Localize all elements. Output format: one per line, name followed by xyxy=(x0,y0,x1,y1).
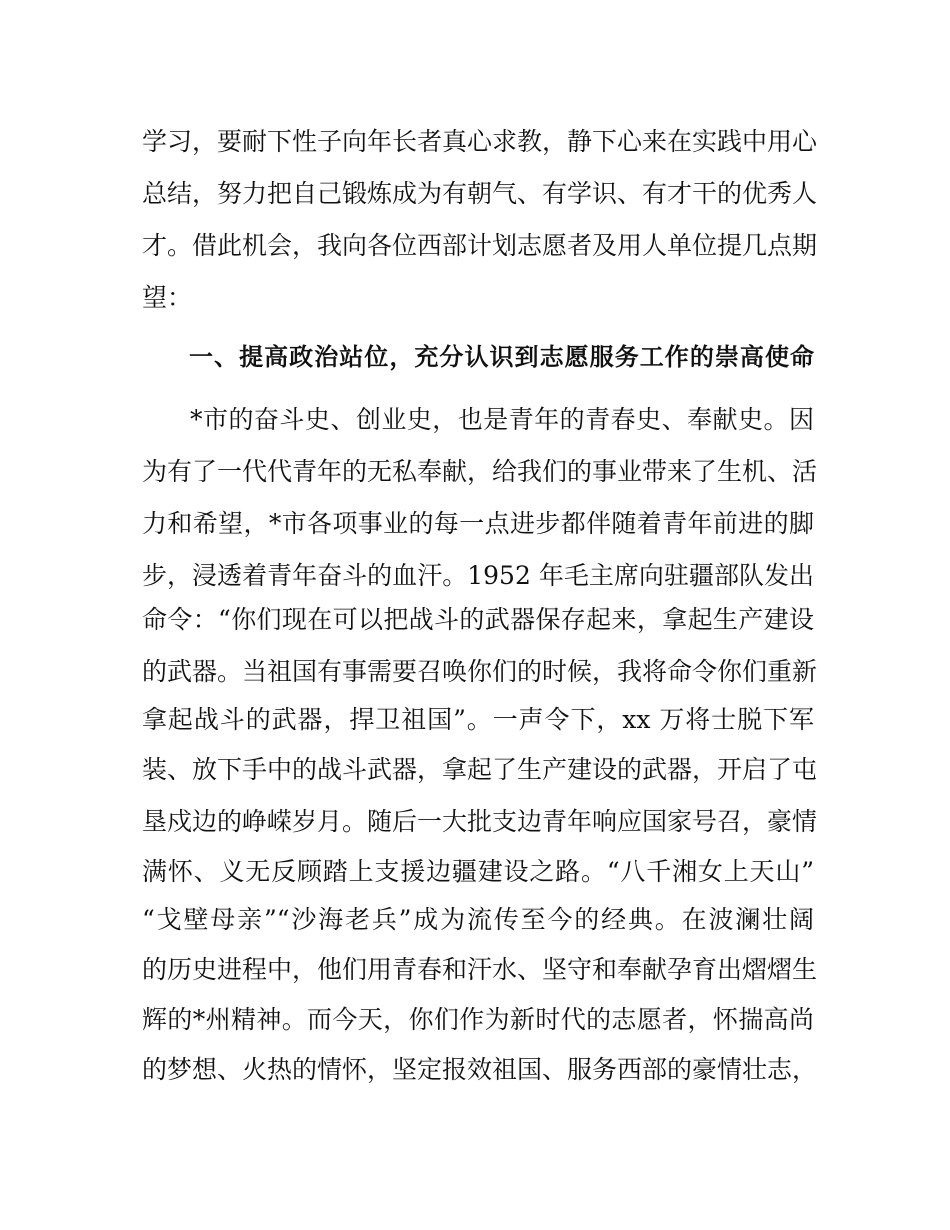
section-heading: 一、提高政治站位，充分认识到志愿服务工作的崇高使命 xyxy=(189,343,814,371)
paragraph-line: 的历史进程中，他们用青春和汗水、坚守和奉献孕育出熠熠生 xyxy=(142,955,818,984)
paragraph-line: 为有了一代代青年的无私奉献，给我们的事业带来了生机、活 xyxy=(142,457,818,486)
paragraph-line: 装、放下手中的战斗武器，拿起了生产建设的武器，开启了屯 xyxy=(142,755,818,784)
paragraph-line: 步，浸透着青年奋斗的血汗。1952 年毛主席向驻疆部队发出 xyxy=(142,561,814,590)
paragraph-line: 辉的*州精神。而今天，你们作为新时代的志愿者，怀揣高尚 xyxy=(142,1005,814,1034)
paragraph-line: “戈壁母亲”“沙海老兵”成为流传至今的经典。在波澜壮阔 xyxy=(142,905,814,934)
paragraph-line: 才。借此机会，我向各位西部计划志愿者及用人单位提几点期 xyxy=(142,231,818,260)
paragraph-line: 垦戍边的峥嵘岁月。随后一大批支边青年响应国家号召，豪情 xyxy=(142,807,818,836)
paragraph-line: 满怀、义无反顾踏上支援边疆建设之路。“八千湘女上天山” xyxy=(142,857,814,886)
paragraph-line: 拿起战斗的武器，捍卫祖国”。一声令下，xx 万将士脱下军 xyxy=(142,705,814,734)
paragraph-line: *市的奋斗史、创业史，也是青年的青春史、奉献史。因 xyxy=(190,405,814,434)
paragraph-line: 的梦想、火热的情怀，坚定报效祖国、服务西部的豪情壮志， xyxy=(142,1055,818,1084)
paragraph-line: 总结，努力把自己锻炼成为有朝气、有学识、有才干的优秀人 xyxy=(142,179,818,208)
paragraph-line: 的武器。当祖国有事需要召唤你们的时候，我将命令你们重新 xyxy=(142,657,818,686)
paragraph-line: 学习，要耐下性子向年长者真心求教，静下心来在实践中用心 xyxy=(142,127,818,156)
paragraph-line: 力和希望，*市各项事业的每一点进步都伴随着青年前进的脚 xyxy=(142,509,814,538)
paragraph-line: 望： xyxy=(142,283,193,312)
paragraph-line: 命令：“你们现在可以把战斗的武器保存起来，拿起生产建设 xyxy=(142,605,814,634)
